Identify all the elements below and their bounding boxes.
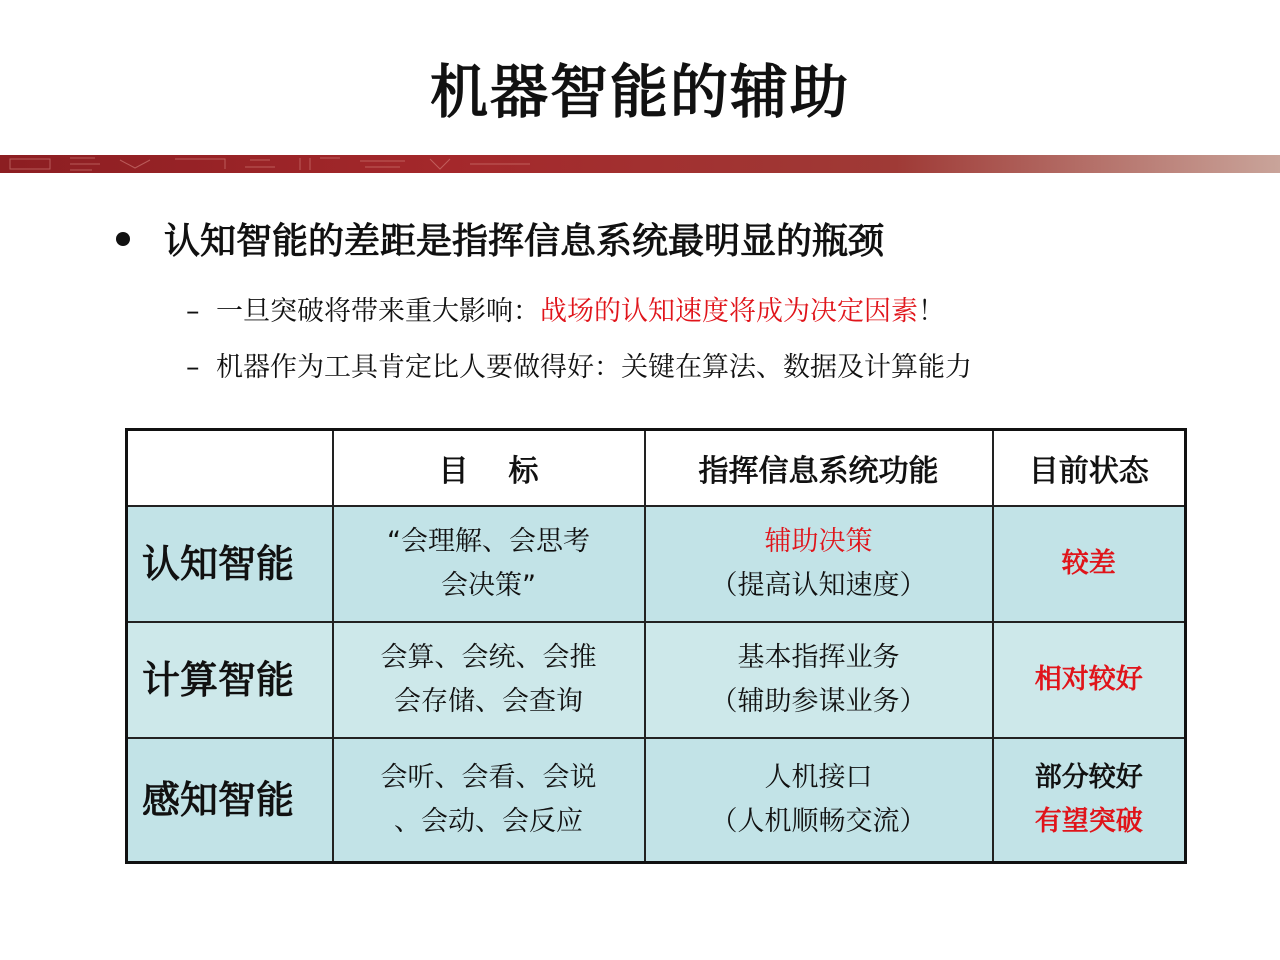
comparison-table	[125, 428, 1187, 864]
row-name: 感知智能	[127, 738, 333, 862]
function-line: （人机顺畅交流）	[710, 805, 927, 837]
main-bullet	[116, 212, 884, 272]
function-cell	[645, 506, 993, 622]
goal-line: 会听、会看、会说	[380, 761, 597, 793]
sub-item-1-tail: ！	[918, 296, 945, 327]
goal-line: 会算、会统、会推	[380, 642, 597, 673]
table-row	[127, 738, 1186, 862]
bullet-dot-icon	[116, 232, 130, 246]
function-line: （辅助参谋业务）	[710, 686, 927, 717]
table-row	[127, 506, 1186, 622]
status-line: 有望突破	[1034, 805, 1143, 837]
dash-marker: –	[186, 296, 200, 327]
goal-line: 会存储、会查询	[394, 686, 583, 717]
status-line: 较差	[1061, 548, 1116, 579]
goal-line: “会理解、会思考	[387, 526, 590, 557]
function-line: 辅助决策	[764, 526, 873, 557]
slide-title: 机器智能的辅助	[429, 58, 850, 126]
goal-cell	[333, 738, 645, 862]
function-cell	[645, 738, 993, 862]
header-goal	[333, 430, 645, 507]
function-cell	[645, 622, 993, 738]
sub-item-1-highlight: 战场的认知速度将成为决定因素	[540, 296, 918, 327]
status-line: 部分较好	[1034, 761, 1143, 793]
sub-item-1-text: 一旦突破将带来重大影响：	[216, 296, 540, 327]
goal-cell	[333, 506, 645, 622]
table-row	[127, 622, 1186, 738]
sub-item-2	[186, 343, 972, 393]
title-banner	[0, 155, 1280, 173]
goal-line: 会决策”	[441, 570, 536, 601]
sub-item-1	[186, 287, 945, 337]
function-line: （提高认知速度）	[710, 570, 927, 601]
status-cell	[993, 506, 1186, 622]
goal-line: 、会动、会反应	[394, 805, 583, 837]
header-goal-label: 目标	[438, 454, 579, 489]
status-cell	[993, 622, 1186, 738]
row-name: 认知智能	[127, 506, 333, 622]
header-function: 指挥信息系统功能	[645, 430, 993, 507]
goal-cell	[333, 622, 645, 738]
table-header-row	[127, 430, 1186, 507]
bullet-text: 认知智能的差距是指挥信息系统最明显的瓶颈	[164, 221, 885, 262]
header-corner	[127, 430, 333, 507]
status-cell	[993, 738, 1186, 862]
function-line: 人机接口	[764, 761, 873, 793]
header-status: 目前状态	[993, 430, 1186, 507]
status-line: 相对较好	[1034, 664, 1143, 695]
dash-marker: –	[186, 352, 200, 383]
row-name: 计算智能	[127, 622, 333, 738]
sub-item-2-text: 机器作为工具肯定比人要做得好：关键在算法、数据及计算能力	[216, 352, 972, 383]
function-line: 基本指挥业务	[737, 642, 900, 673]
